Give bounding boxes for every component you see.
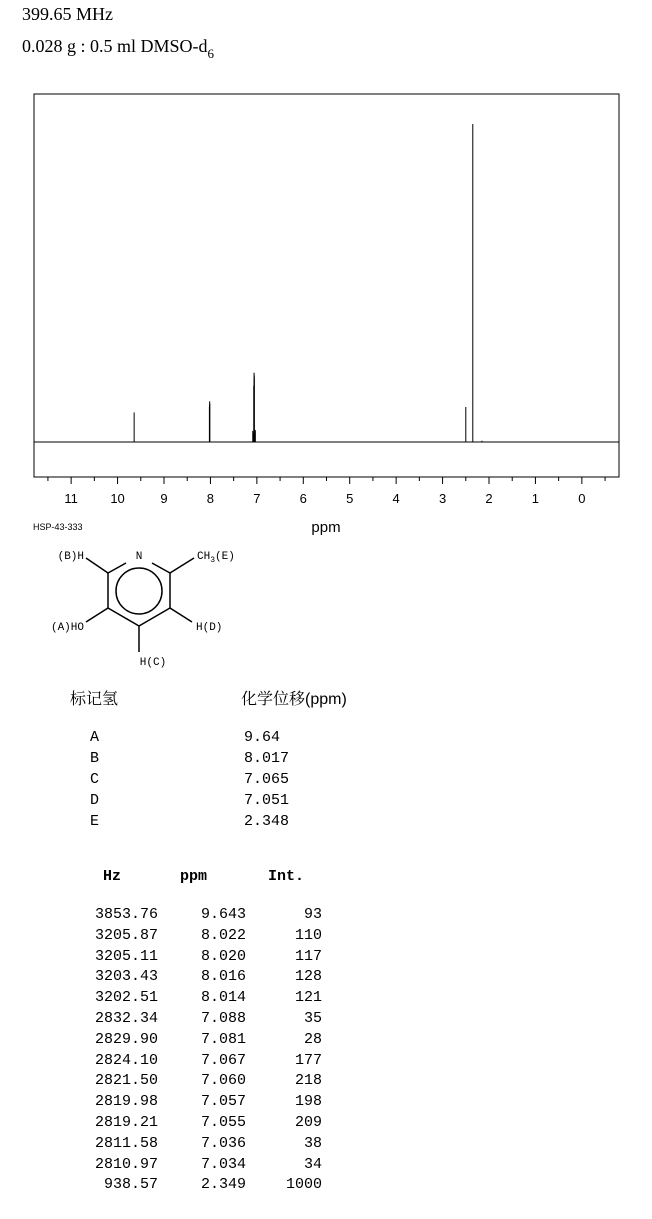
assignment-header-label: 标记氢 (70, 691, 119, 708)
assignment-label: C (90, 771, 100, 788)
assignment-shift: 2.348 (244, 813, 290, 830)
peak-ppm: 7.067 (200, 1051, 246, 1069)
peak-hz: 3205.11 (94, 947, 158, 965)
peak-hz: 938.57 (103, 1176, 158, 1194)
x-tick-label: 1 (531, 491, 540, 506)
x-tick-label: 9 (160, 491, 168, 506)
atom-h-d: H(D) (196, 622, 223, 634)
assignment-shift: 7.051 (244, 792, 290, 809)
peak-hz: 3203.43 (94, 968, 158, 986)
bond-h-b (86, 558, 108, 573)
compound-code: HSP-43-333 (33, 522, 83, 532)
peak-hz: 2811.58 (94, 1134, 158, 1152)
peak-hz: 2821.50 (94, 1072, 158, 1090)
assignment-header-shift: 化学位移(ppm) (241, 691, 347, 708)
peak-ppm: 7.036 (200, 1134, 246, 1152)
peak-ppm: 8.016 (200, 968, 246, 986)
peak-table-row (0, 1176, 340, 1196)
x-tick-label: 4 (392, 491, 400, 506)
assignment-label: B (90, 750, 100, 767)
peak-int: 28 (303, 1030, 322, 1048)
peak-int: 177 (294, 1051, 322, 1069)
peak-table-row (0, 1072, 340, 1092)
peak-hz: 3202.51 (94, 989, 158, 1007)
peak-hz: 2824.10 (94, 1051, 158, 1069)
spectrometer-frequency: 399.65 MHz (22, 4, 113, 24)
peak-table-row (0, 1135, 340, 1155)
atom-ch3-main: CH (197, 551, 211, 563)
sample-text: 0.028 g : 0.5 ml DMSO-d (22, 36, 208, 56)
x-axis-label: ppm (311, 519, 341, 536)
atom-ho-a: (A)HO (50, 622, 84, 634)
x-tick-label: 3 (438, 491, 447, 506)
peak-hz: 2829.90 (94, 1030, 158, 1048)
atom-h-b: (B)H (57, 551, 84, 563)
peak-int: 117 (294, 947, 322, 965)
atom-ch3-e (197, 551, 235, 565)
peak-ppm: 7.088 (200, 1010, 246, 1027)
peak-table-row (0, 1031, 340, 1051)
peak-int: 198 (294, 1093, 322, 1111)
bond-c2-n (108, 563, 126, 573)
peak-ppm: 7.057 (200, 1093, 246, 1111)
sample-subscript: 6 (207, 46, 215, 61)
atom-ch3-sub: 3 (210, 556, 216, 565)
peak-header-ppm: ppm (180, 868, 208, 885)
atom-n: N (135, 551, 143, 563)
peak-header-int: Int. (268, 868, 305, 885)
peak-hz: 2819.21 (94, 1114, 158, 1131)
peak-ppm: 8.022 (200, 926, 246, 944)
peak-ppm: 8.020 (200, 947, 246, 965)
peak-hz: 2832.34 (94, 1010, 158, 1027)
bond-methyl (170, 558, 194, 573)
peak-ppm: 7.034 (200, 1155, 246, 1173)
assignment-label: D (90, 792, 100, 809)
atom-h-c: H(C) (139, 657, 167, 669)
x-tick-label: 10 (110, 491, 125, 506)
x-tick-label: 6 (299, 491, 307, 506)
peak-int: 1000 (285, 1176, 322, 1194)
peak-ppm: 7.060 (200, 1072, 246, 1090)
peak-table-row (0, 1052, 340, 1072)
peak-hz: 3853.76 (94, 906, 158, 923)
peak-table-row (0, 948, 340, 968)
x-tick-label: 8 (206, 491, 215, 506)
peak-header-hz: Hz (103, 868, 122, 885)
peak-int: 35 (303, 1010, 322, 1027)
peak-int: 38 (303, 1134, 322, 1152)
peak-table-row (0, 1114, 340, 1134)
x-tick-label: 2 (485, 491, 493, 506)
peak-hz: 2810.97 (94, 1155, 158, 1173)
x-tick-label: 11 (64, 491, 78, 506)
peak-table-row (0, 989, 340, 1009)
peak-ppm: 7.055 (200, 1114, 246, 1131)
bond-c4-c3 (108, 608, 139, 626)
peak-int: 110 (294, 926, 322, 944)
peak-ppm: 9.643 (200, 906, 246, 923)
peak-int: 128 (294, 968, 322, 986)
peak-ppm: 7.081 (200, 1030, 246, 1048)
peak-int: 93 (303, 906, 322, 923)
assignment-label: A (90, 729, 100, 746)
x-tick-label: 5 (346, 491, 354, 506)
assignment-shift: 8.017 (244, 750, 290, 767)
bond-c5-c4 (139, 608, 170, 626)
peak-hz: 3205.87 (94, 926, 158, 944)
peak-table-row (0, 1010, 340, 1030)
peak-table-row (0, 927, 340, 947)
peak-table-row (0, 1156, 340, 1176)
peak-table-row (0, 968, 340, 988)
assignment-label: E (90, 813, 100, 830)
atom-ch3-tail: (E) (215, 551, 235, 563)
aromatic-ring-circle (116, 568, 162, 614)
peak-table-row (0, 906, 340, 926)
peak-int: 218 (294, 1072, 322, 1090)
bond-h-d (170, 608, 192, 622)
peak-ppm: 8.014 (200, 989, 246, 1007)
x-tick-label: 7 (253, 491, 261, 506)
bond-n-c6 (152, 563, 170, 573)
x-tick-label: 0 (578, 491, 586, 506)
peak-int: 34 (303, 1155, 322, 1173)
peak-int: 121 (294, 989, 322, 1007)
peak-hz: 2819.98 (94, 1093, 158, 1111)
peak-int: 209 (294, 1114, 322, 1131)
bond-oh (86, 608, 108, 622)
assignment-shift: 9.64 (244, 729, 281, 746)
peak-table-row (0, 1093, 340, 1113)
assignment-shift: 7.065 (244, 771, 290, 788)
peak-ppm: 2.349 (200, 1176, 246, 1194)
